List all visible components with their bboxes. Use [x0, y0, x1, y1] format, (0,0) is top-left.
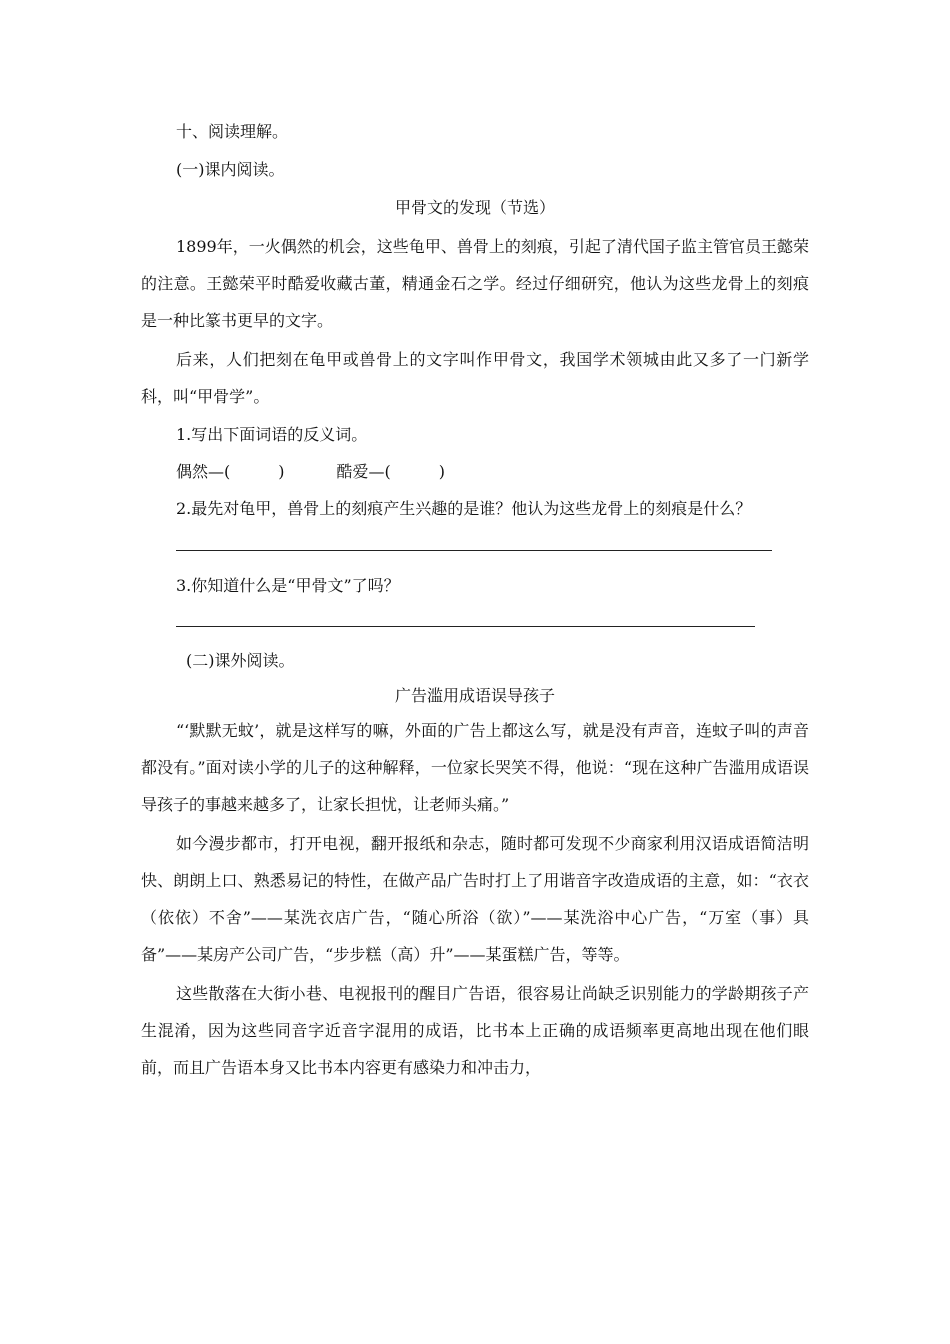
answer-line-2[interactable]	[176, 550, 772, 551]
question-1-items	[176, 462, 445, 482]
question-1: 1.写出下面词语的反义词。	[176, 425, 368, 444]
question-3: 3.你知道什么是“甲骨文”了吗？	[176, 576, 400, 595]
antonym-item-b: 酷爱—( )	[336, 462, 445, 481]
part-one-paragraph-1: 1899年，一火偶然的机会，这些龟甲、兽骨上的刻痕，引起了清代国子监主管官员王懿荣的注意。王懿荣平时酷爱收藏古董，精通金石之学。经过仔细研究，他认为这些龙骨上的刻痕是一种比篆书更早的文字。	[141, 237, 809, 330]
part-two-paragraph-1: “‘默默无蚊’，就是这样写的嘛，外面的广告上都这么写，就是没有声音，连蚊子叫的声音都没有。”面对读小学的儿子的这种解释，一位家长哭笑不得，他说：“现在这种广告滥用成语误导孩子的事越来越多了，让家长担忧，让老师头痛。”	[141, 721, 809, 814]
question-2: 2.最先对龟甲，兽骨上的刻痕产生兴趣的是谁？他认为这些龙骨上的刻痕是什么？	[176, 499, 752, 518]
part-one-heading: (一)课内阅读。	[176, 160, 285, 179]
part-one-paragraph-2: 后来，人们把刻在龟甲或兽骨上的文字叫作甲骨文，我国学术领城由此又多了一门新学科，叫“甲骨学”。	[141, 350, 809, 406]
part-two-heading: (二)课外阅读。	[186, 651, 295, 670]
answer-line-3[interactable]	[176, 626, 755, 627]
part-two-title: 广告滥用成语误导孩子	[394, 686, 555, 705]
part-two-paragraph-3: 这些散落在大街小巷、电视报刊的醒目广告语，很容易让尚缺乏识别能力的学龄期孩子产生混淆，因为这些同音字近音字混用的成语，比书本上正确的成语频率更高地出现在他们眼前，而且广告语本身又比书本内容更有感染力和冲击力，	[141, 984, 809, 1077]
part-one-title: 甲骨文的发现（节选）	[394, 198, 555, 217]
antonym-item-a: 偶然—( )	[176, 462, 285, 481]
part-two-paragraph-2: 如今漫步都市，打开电视，翻开报纸和杂志，随时都可发现不少商家利用汉语成语简洁明快、朗朗上口、熟悉易记的特性，在做产品广告时打上了用谐音字改造成语的主意，如：“衣衣（依依）不舍”——某洗衣店广告，“随心所浴（欲）”——某洗浴中心广告，“万室（事）具备”——某房产公司广告，“步步糕（高）升”——某蛋糕广告，等等。	[141, 834, 809, 964]
section-heading: 十、阅读理解。	[176, 122, 289, 141]
